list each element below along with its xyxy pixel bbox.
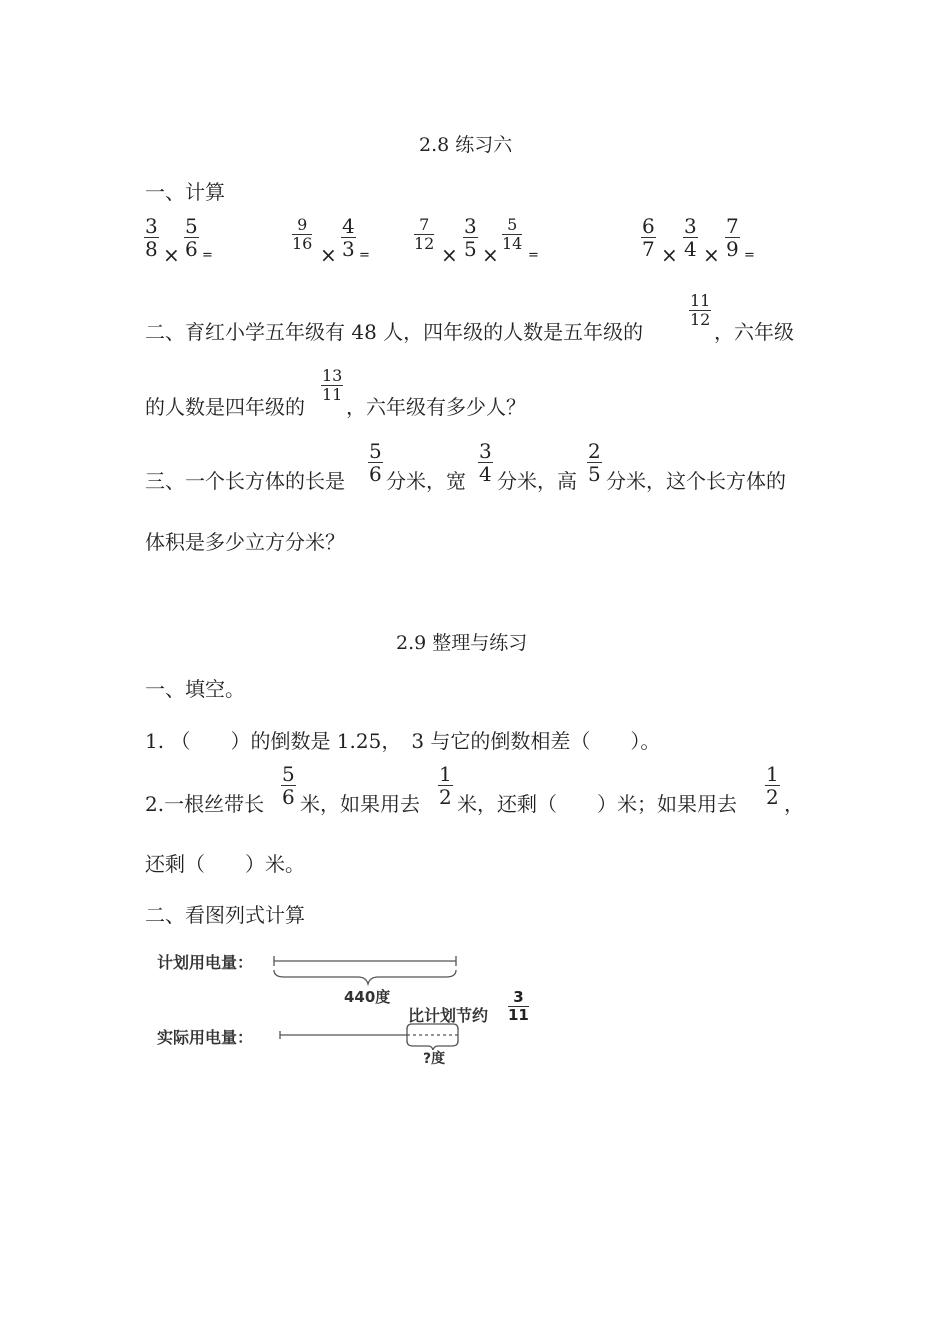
plan-brace: [274, 970, 456, 984]
fraction: $\frac{3}{4}$: [684, 214, 697, 261]
unknown-value: ?度: [423, 1051, 446, 1067]
text-segment: 的人数是四年级的: [145, 395, 305, 419]
plan-label: 计划用电量：: [157, 953, 254, 972]
text-segment: 2.一根丝带长: [145, 792, 265, 816]
fraction: $\frac{4}{3}$: [342, 214, 355, 261]
times-sign: ×: [661, 243, 678, 267]
equals-sign: =: [744, 248, 755, 263]
fraction: $\frac{3}{4}$: [479, 439, 492, 486]
text-segment: ，: [784, 792, 804, 816]
text-segment: 分米，高: [497, 469, 577, 493]
text-segment: 分米，宽: [386, 469, 466, 493]
fraction: $\frac{11}{12}$: [690, 291, 711, 329]
fraction: $\frac{2}{5}$: [588, 439, 601, 486]
equals-sign: =: [528, 248, 539, 263]
fraction: $\frac{1}{2}$: [439, 762, 452, 809]
fraction: $\frac{6}{7}$: [642, 214, 655, 261]
actual-label: 实际用电量：: [157, 1028, 254, 1047]
text-segment: 二、育红小学五年级有 48 人，四年级的人数是五年级的: [145, 320, 644, 344]
question-1: 1. （ ）的倒数是 1.25， 3 与它的倒数相差（ ）。: [145, 729, 661, 753]
fraction: $\frac{5}{6}$: [185, 214, 198, 261]
text-segment: 还剩（ ）米。: [145, 852, 305, 876]
fraction: $\frac{7}{9}$: [726, 214, 739, 261]
fraction: $\frac{3}{8}$: [145, 214, 158, 261]
times-sign: ×: [320, 243, 337, 267]
heading-diagram: 二、看图列式计算: [145, 903, 305, 927]
fraction: $\frac{5}{14}$: [502, 215, 523, 253]
equals-sign: =: [202, 248, 213, 263]
times-sign: ×: [441, 243, 458, 267]
fraction: $\frac{9}{16}$: [292, 215, 313, 253]
text-segment: 三、一个长方体的长是: [145, 469, 345, 493]
times-sign: ×: [703, 243, 720, 267]
unknown-brace: [407, 1041, 458, 1050]
text-segment: ，六年级: [714, 320, 794, 344]
times-sign: ×: [163, 243, 180, 267]
equals-sign: =: [359, 248, 370, 263]
fraction: $\frac{1}{2}$: [766, 762, 779, 809]
text-segment: 分米，这个长方体的: [606, 469, 786, 493]
plan-value: 440度: [344, 988, 391, 1006]
heading-fill-blank: 一、填空。: [145, 677, 245, 701]
save-brace: [407, 1024, 458, 1029]
text-segment: 体积是多少立方分米？: [145, 530, 345, 554]
fraction: $\frac{13}{11}$: [322, 366, 343, 404]
section-title-2-9: 2.9 整理与练习: [396, 632, 528, 654]
text-segment: 米，还剩（ ）米；如果用去: [457, 792, 737, 816]
fraction: $\frac{3}{5}$: [464, 214, 477, 261]
save-label: 比计划节约: [408, 1006, 489, 1025]
fraction: $\frac{7}{12}$: [414, 215, 435, 253]
section-title-2-8: 2.8 练习六: [419, 134, 513, 156]
fraction: $\frac{5}{6}$: [369, 439, 382, 486]
heading-calculate: 一、计算: [145, 180, 225, 204]
text-segment: 米，如果用去: [300, 792, 420, 816]
times-sign: ×: [482, 243, 499, 267]
text-segment: ，六年级有多少人？: [346, 395, 526, 419]
fraction: $\frac{3}{11}$: [508, 988, 529, 1024]
fraction: $\frac{5}{6}$: [282, 762, 295, 809]
